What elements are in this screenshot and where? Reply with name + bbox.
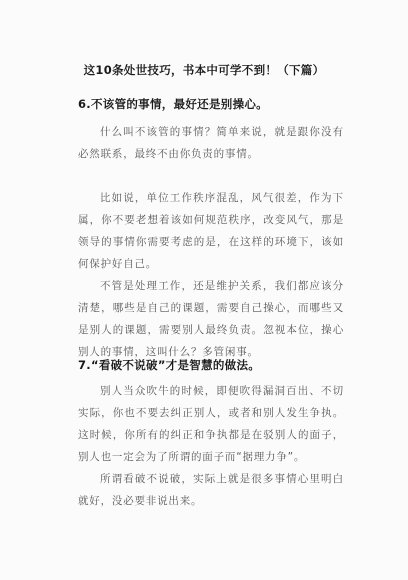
paragraph: 别人当众吹牛的时候，即便吹得漏洞百出、不切实际，你也不要去纠正别人，或者和别人发生争执。这时候，你所有的纠正和争执都是在驳别人的面子，别人也一定会为了所谓的面子而“据理力争”。 [78,385,344,463]
section-heading-6: 6.不该管的事情，最好还是别操心。 [78,97,268,111]
paragraph: 比如说，单位工作秩序混乱，风气很差，作为下属，你不要老想着该如何规范秩序，改变风气，那是领导的事情你需要考虑的是，在这样的环境下，该如何保护好自己。 [78,192,344,270]
paragraph: 什么叫不该管的事情？简单来说，就是跟你没有必然联系，最终不由你负责的事情。 [78,126,344,160]
document-title: 这10条处世技巧，书本中可学不到！（下篇） [83,63,325,77]
paragraph: 所谓看破不说破，实际上就是很多事情心里明白就好，没必要非说出来。 [78,473,344,507]
paragraph: 不管是处理工作，还是维护关系，我们都应该分清楚，哪些是自己的课题，需要自己操心，而哪些又是别人的课题，需要别人最终负责。忽视本位，操心别人的事情，这叫什么？多管闲事。 [78,280,344,358]
section-heading-7: 7.“看破不说破”才是智慧的做法。 [78,358,261,372]
